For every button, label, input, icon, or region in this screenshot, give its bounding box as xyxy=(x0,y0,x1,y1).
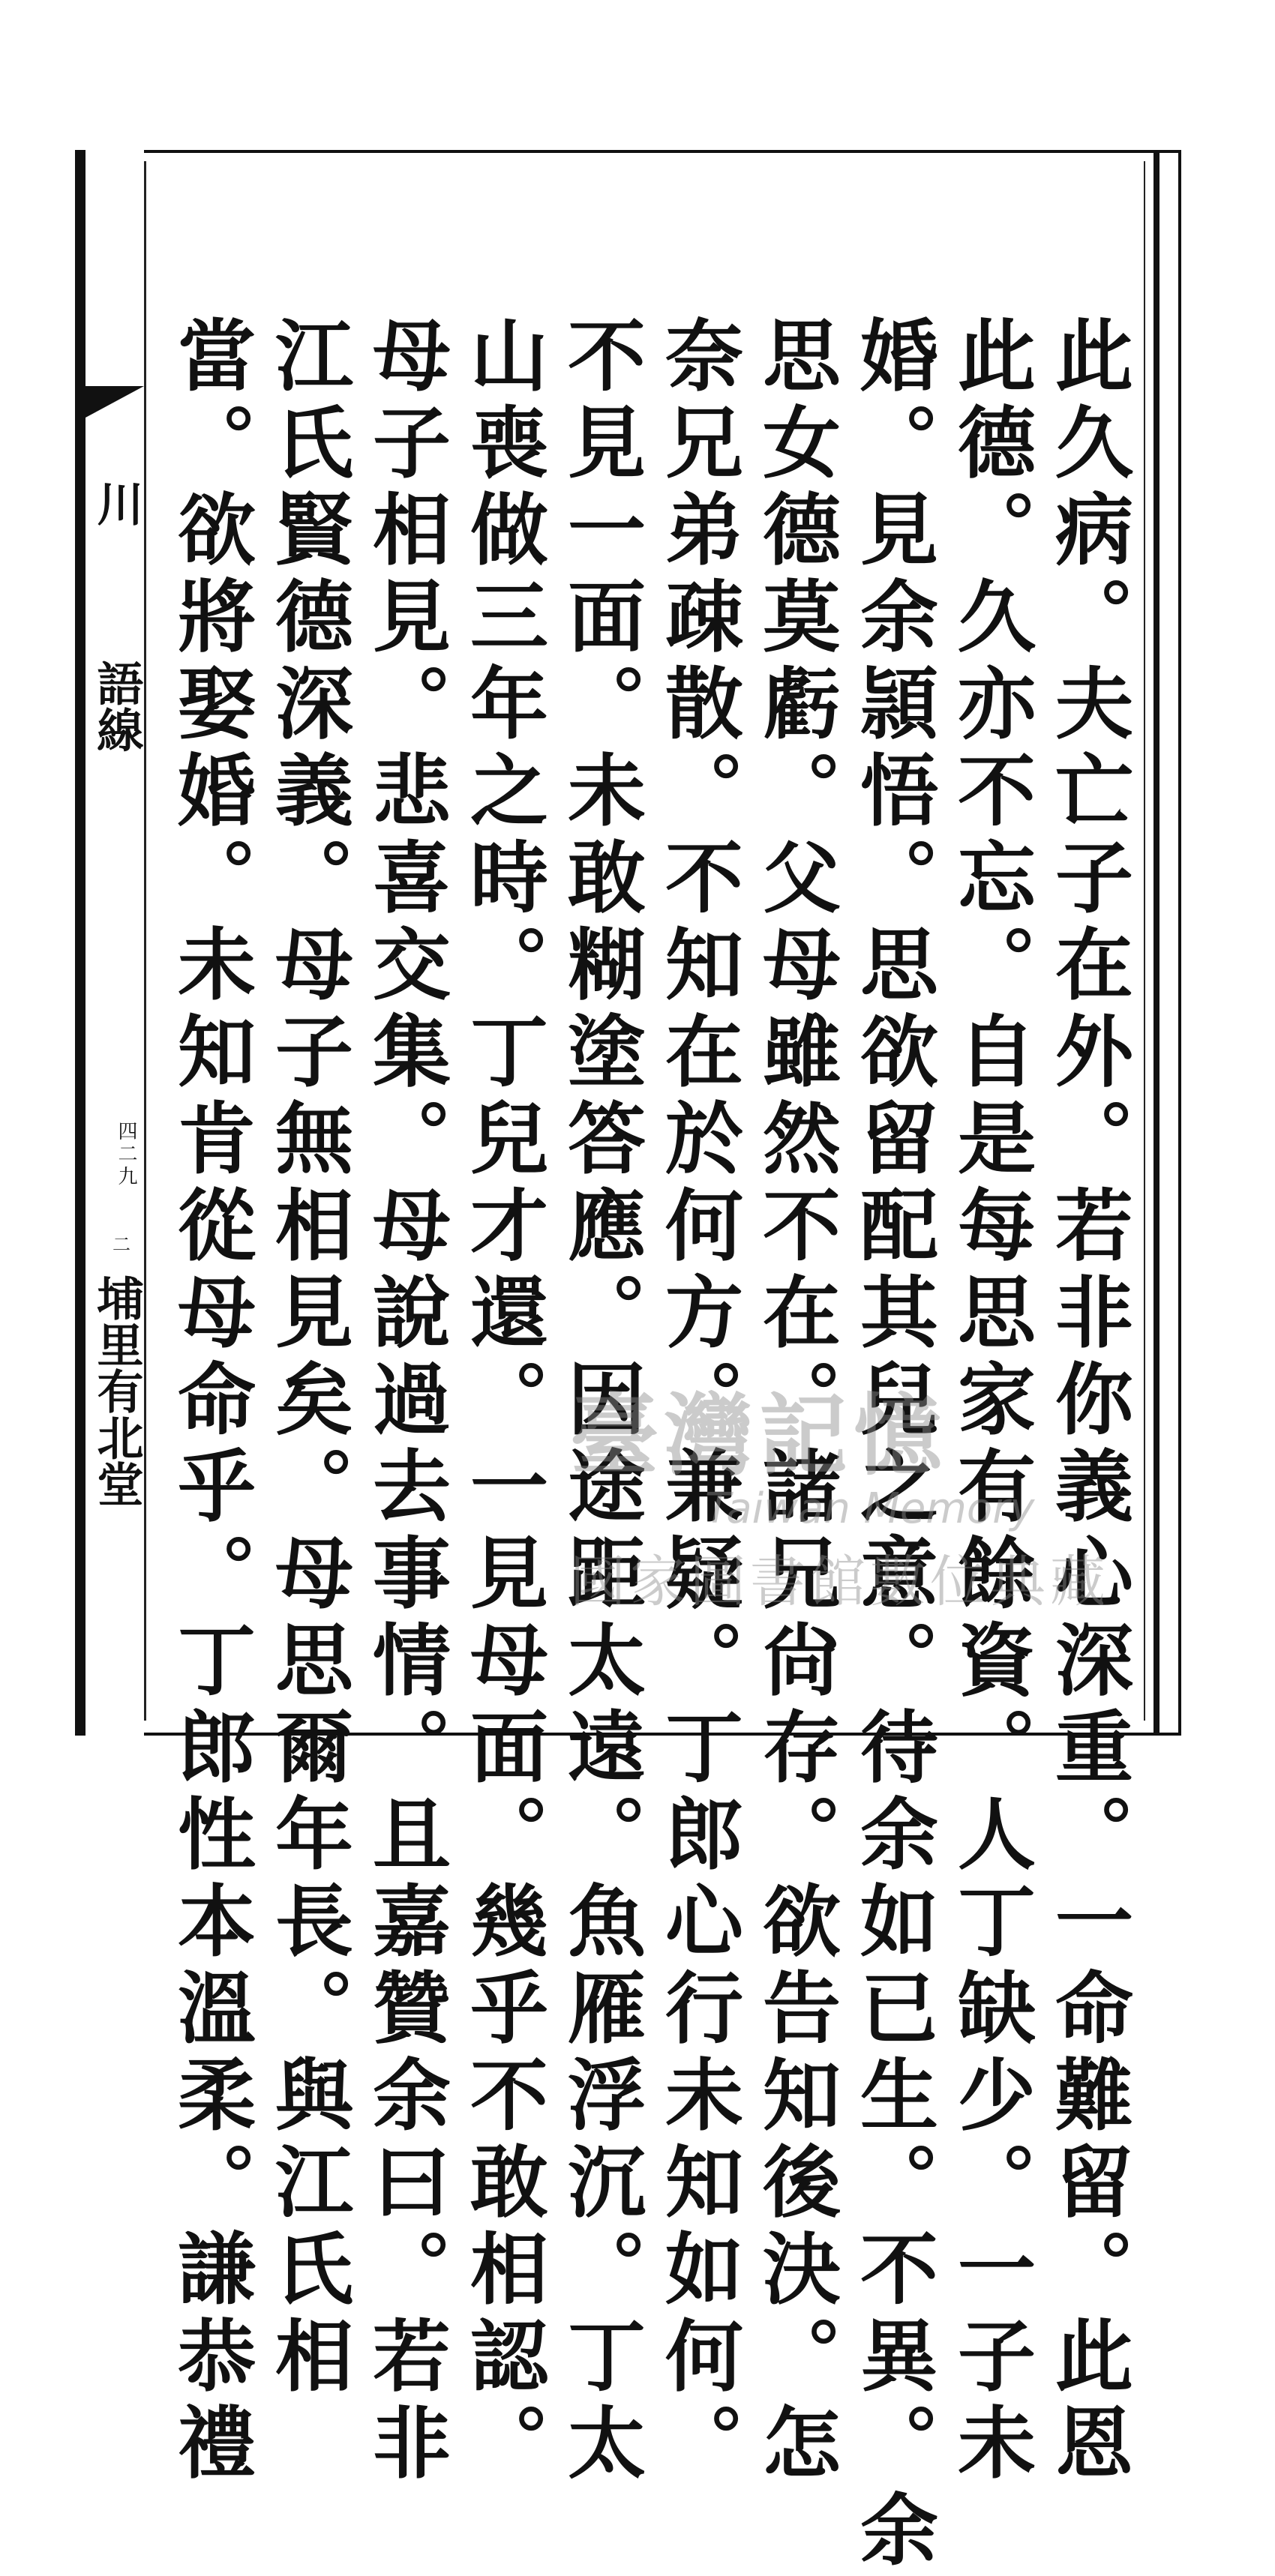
text-column-9: 江氏賢德深義。母子無相見矣。母思爾年長。與江氏相 xyxy=(262,315,354,2402)
text-column-8: 母子相見。悲喜交集。母說過去事情。且嘉贊余曰。若非 xyxy=(359,315,452,2489)
watermark-title: 臺灣記憶 xyxy=(570,1384,949,1487)
text-column-7: 山喪做三年之時。丁兒才還。一見母面。幾乎不敢相認。 xyxy=(457,315,549,2489)
watermark-english: Taiwan Memory xyxy=(705,1484,1035,1533)
spine-title-middle: 語線 xyxy=(89,660,144,753)
library-watermark xyxy=(570,1364,1185,1694)
spine-page-number: 四二九 xyxy=(115,1121,137,1188)
spine-title-bottom: 埔里有北堂 xyxy=(89,1275,144,1507)
spine-edge xyxy=(75,150,86,1736)
spine-sub-number: 二 xyxy=(112,1234,130,1255)
text-column-5: 奈兄弟疎散。不知在於何方。兼疑。丁郎心行未知如何。 xyxy=(652,315,744,2489)
watermark-subtitle: 國家圖書館數位典藏 xyxy=(570,1550,1110,1614)
text-column-6: 不見一面。未敢糊塗答應。因途距太遠。魚雁浮沉。丁太 xyxy=(554,315,646,2489)
text-column-3: 婚。見余頴悟。思欲留配其兒之意。待余如已生。不異。余 xyxy=(847,315,939,2576)
text-column-10: 當。欲將娶婚。未知肯從母命乎。丁郎性本溫柔。謙恭禮 xyxy=(164,315,256,2489)
text-column-4: 思女德莫虧。父母雖然不在。諸兄尙存。欲告知後決。怎 xyxy=(749,315,842,2489)
spine-divider-line xyxy=(144,161,146,1721)
text-column-2: 此德。久亦不忘。自是每思家有餘資。人丁缺少。一子未 xyxy=(944,315,1036,2489)
fishtail-mark xyxy=(86,386,144,418)
spine-title-top: 川 xyxy=(89,480,144,526)
text-column-1: 此久病。夫亡子在外。若非你義心深重。一命難留。此恩 xyxy=(1042,315,1134,2489)
